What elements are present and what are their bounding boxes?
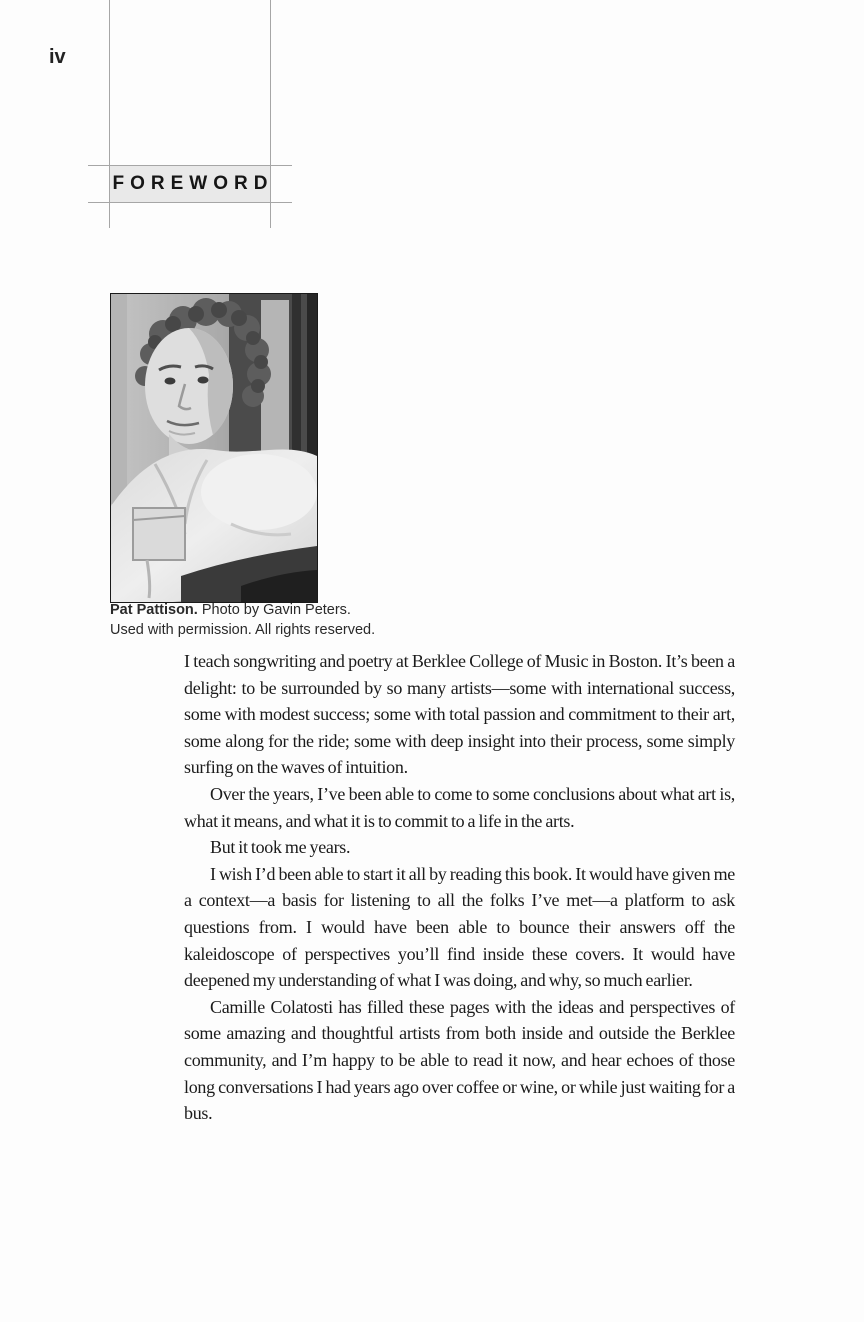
caption-credit: Photo by Gavin Peters.: [201, 602, 351, 618]
paragraph: Camille Colatosti has filled these pages with the ideas and perspectives of some amazing and thoughtful artists from both inside and outside the Berklee community, and I’m happy to be able to read it now, and hear echoes of those long conversations I had years ago over coffee or wine, or while just waiting for a bus.: [184, 996, 735, 1124]
paragraph: But it took me years.: [210, 837, 351, 858]
photo-caption: [110, 601, 440, 640]
portrait-photo-pat-pattison: [110, 293, 318, 603]
page-number: iv: [49, 46, 66, 68]
caption-rights: Used with permission. All rights reserved.: [110, 621, 376, 638]
paragraph: Over the years, I’ve been able to come to some conclusions about what art is, what it means, and what it is to commit to a life in the arts.: [184, 783, 735, 831]
caption-subject-name: Pat Pattison.: [110, 602, 198, 618]
heading-rule-bottom: [88, 202, 292, 203]
foreword-heading-box: [110, 166, 274, 202]
portrait-illustration: [111, 294, 317, 602]
paragraph: I wish I’d been able to start it all by reading this book. It would have given me a context—a basis for listening to all the folks I’ve met—a platform to ask questions from. I would have been able to bounce their answers off the kaleidoscope of perspectives you’ll find inside these covers. It would have deepened my understanding of what I was doing, and why, so much earlier.: [184, 863, 735, 991]
foreword-heading: FOREWORD: [112, 173, 274, 194]
paragraph: I teach songwriting and poetry at Berklee College of Music in Boston. It’s been a delight: to be surrounded by so many artists—some with international success, some with modest success; some with total passion and commitment to their art, some along for the ride; some with deep insight into their process, some simply surfing on the waves of intuition.: [184, 651, 735, 778]
foreword-body: [184, 648, 735, 1127]
